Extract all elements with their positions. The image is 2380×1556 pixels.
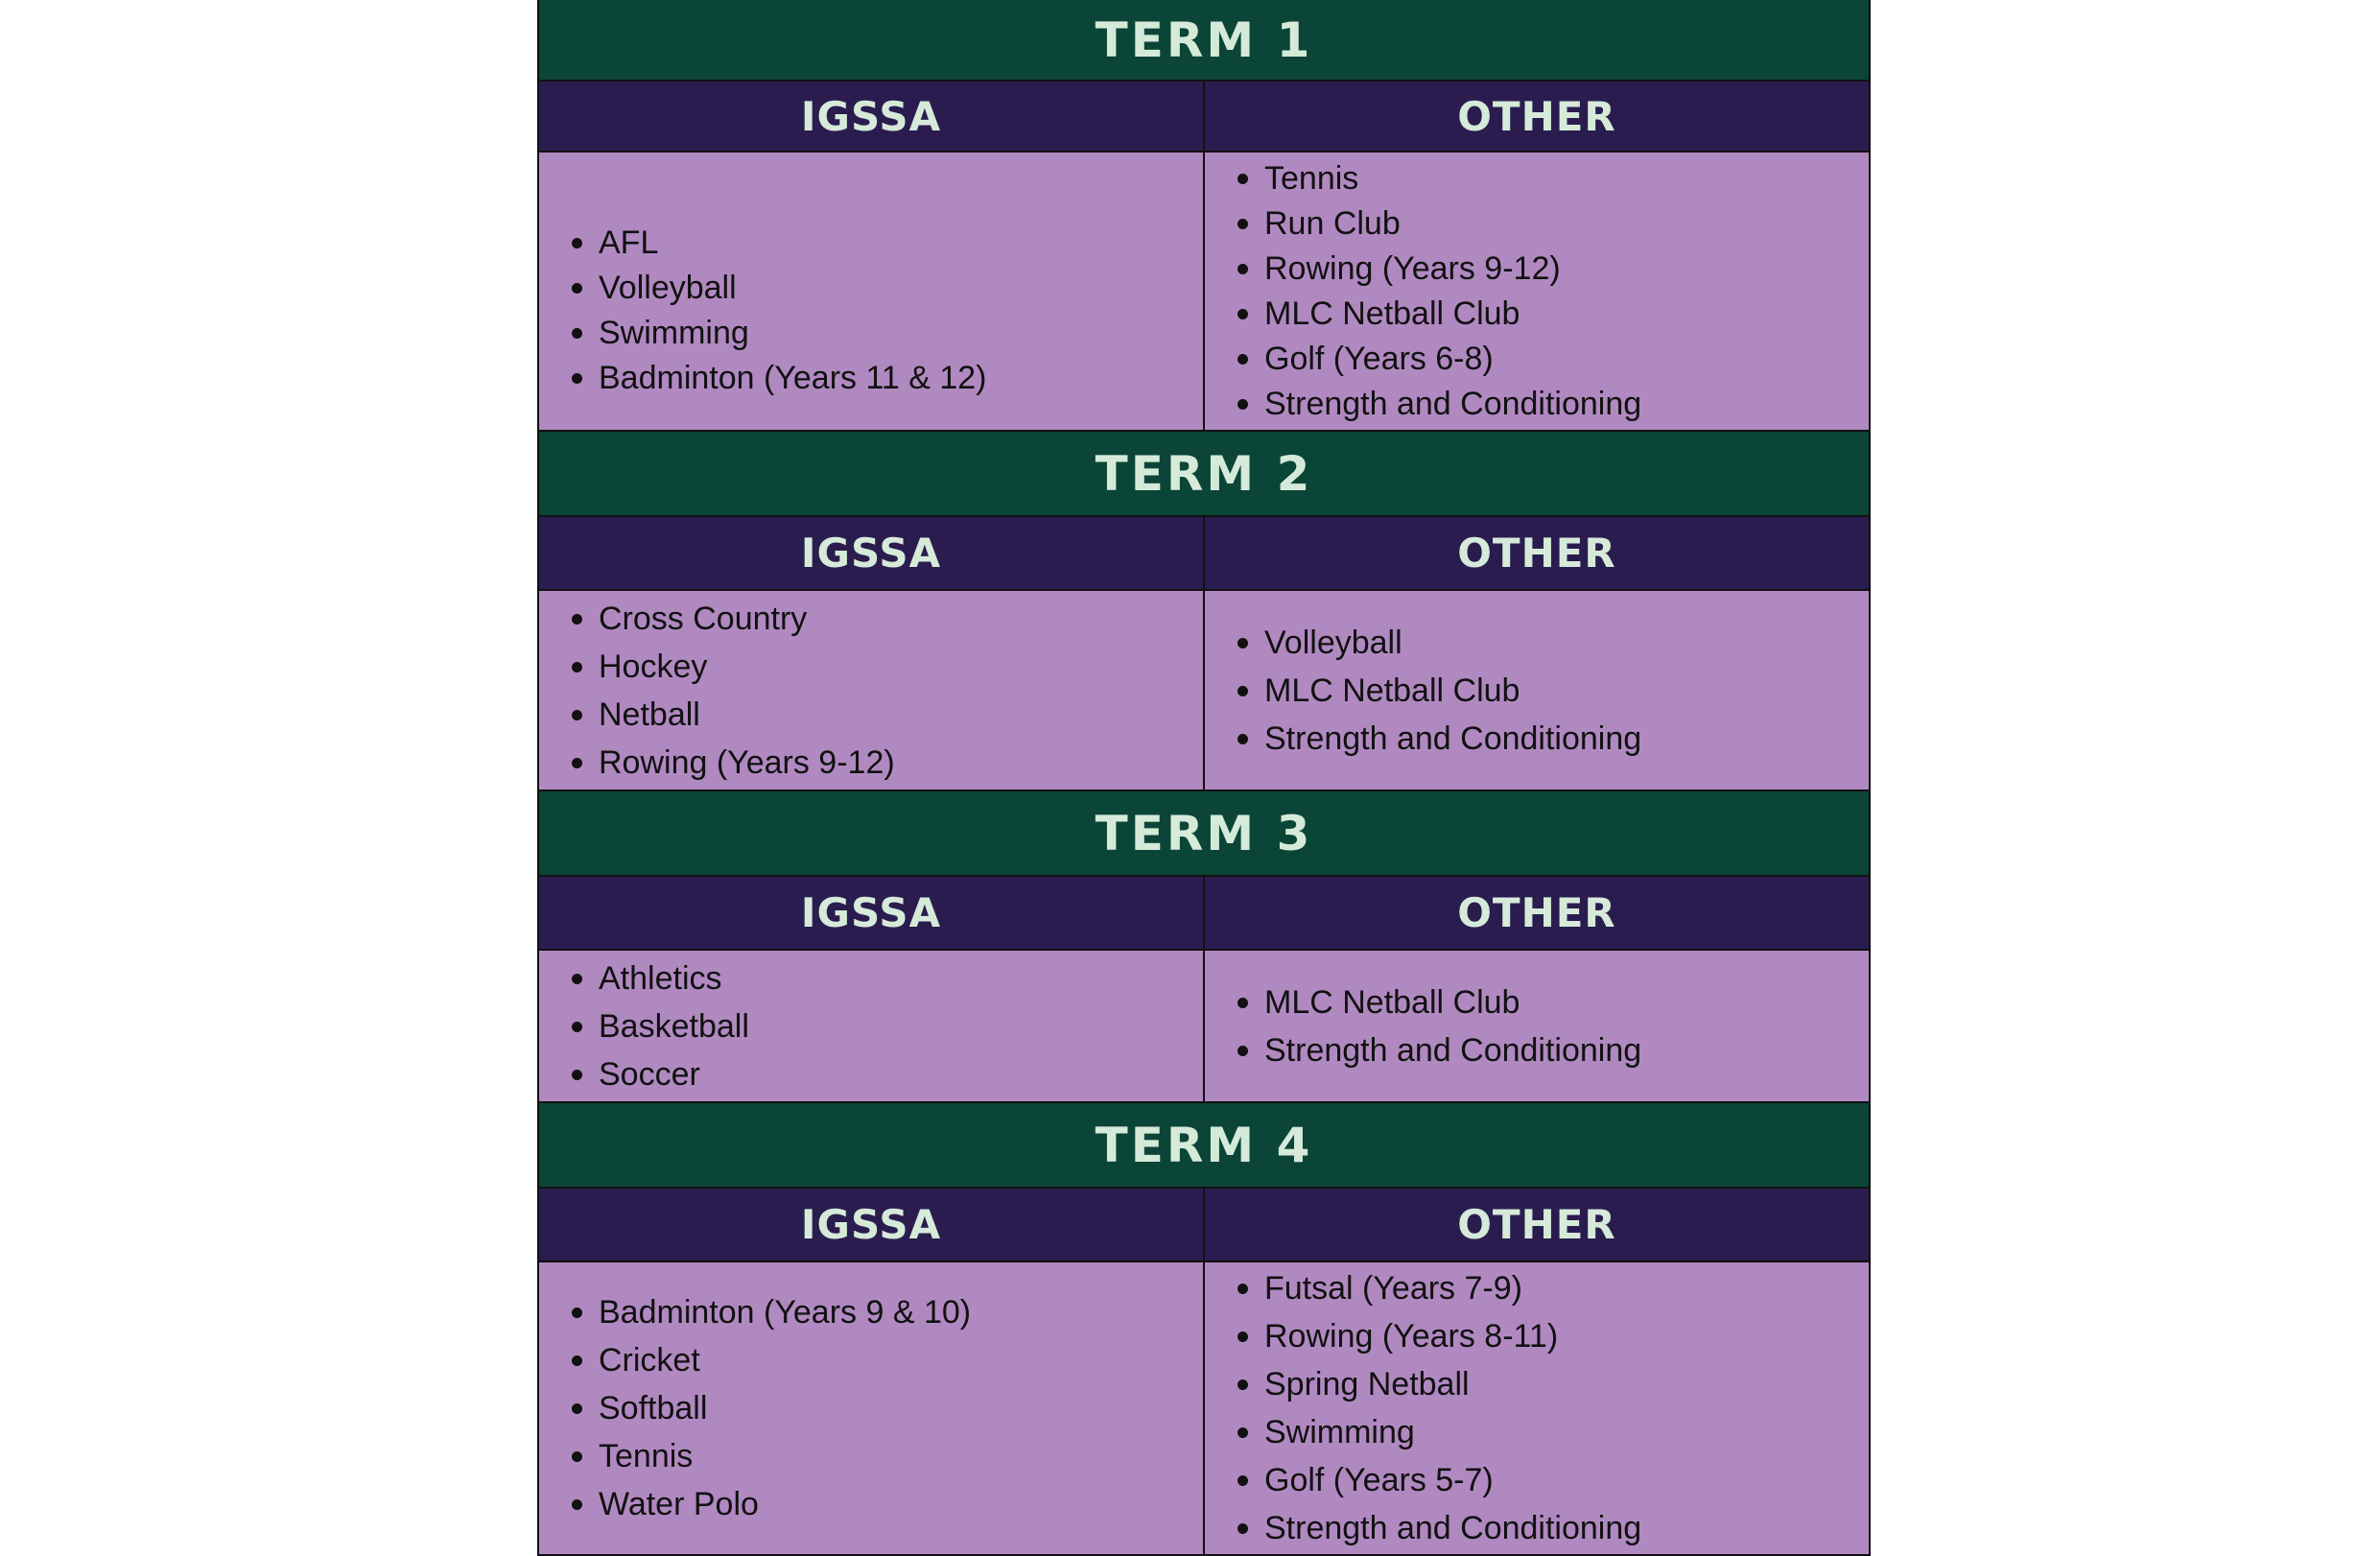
list-item: Cricket [599,1336,1203,1384]
list-item: Cross Country [599,595,1203,643]
term-4-igssa-cell [539,1262,1203,1554]
list-item: MLC Netball Club [1264,667,1869,715]
list-item: Golf (Years 5-7) [1264,1456,1869,1504]
term-2-body [539,591,1869,791]
list-item: Tennis [599,1432,1203,1480]
term-3-igssa-cell [539,951,1203,1101]
list-item: Volleyball [599,266,1203,311]
term-3-other-cell [1203,951,1869,1101]
list-item: Athletics [599,955,1203,1002]
igssa-column-header: IGSSA [539,877,1203,949]
list-item: Softball [599,1384,1203,1432]
list-item: Strength and Conditioning [1264,1504,1869,1552]
list-item: Strength and Conditioning [1264,1026,1869,1074]
term-1-body [539,153,1869,432]
list-item: Water Polo [599,1480,1203,1528]
term-3-column-headers [539,877,1869,951]
term-4-body [539,1262,1869,1554]
list-item: Futsal (Years 7-9) [1264,1264,1869,1312]
list-item: Soccer [599,1050,1203,1098]
list-item: MLC Netball Club [1264,292,1869,337]
term-4-other-list [1205,1264,1869,1552]
term-2-igssa-cell [539,591,1203,790]
term-2-header: TERM 2 [539,432,1869,517]
term-1-header: TERM 1 [539,0,1869,82]
term-2-igssa-list [539,595,1203,787]
list-item: Badminton (Years 11 & 12) [599,356,1203,401]
list-item: Rowing (Years 9-12) [1264,247,1869,292]
other-column-header: OTHER [1203,82,1869,151]
igssa-column-header: IGSSA [539,1189,1203,1261]
list-item: Hockey [599,643,1203,691]
list-item: Strength and Conditioning [1264,715,1869,763]
igssa-column-header: IGSSA [539,82,1203,151]
list-item: Golf (Years 6-8) [1264,337,1869,382]
term-1-igssa-list [539,221,1203,401]
igssa-column-header: IGSSA [539,517,1203,589]
sports-schedule-table [537,0,1871,1556]
list-item: Rowing (Years 9-12) [599,739,1203,787]
list-item: Spring Netball [1264,1360,1869,1408]
term-1-igssa-cell [539,153,1203,430]
term-2-column-headers [539,517,1869,591]
list-item: Netball [599,691,1203,739]
term-1-other-cell [1203,153,1869,430]
list-item: Badminton (Years 9 & 10) [599,1288,1203,1336]
other-column-header: OTHER [1203,517,1869,589]
other-column-header: OTHER [1203,1189,1869,1261]
term-3-other-list [1205,978,1869,1074]
term-4-igssa-list [539,1288,1203,1528]
list-item: Volleyball [1264,619,1869,667]
list-item: Tennis [1264,156,1869,201]
term-1-column-headers [539,82,1869,153]
list-item: Run Club [1264,201,1869,247]
list-item: MLC Netball Club [1264,978,1869,1026]
list-item: AFL [599,221,1203,266]
term-3-body [539,951,1869,1103]
term-1-other-list [1205,156,1869,427]
list-item: Swimming [599,311,1203,356]
term-3-header: TERM 3 [539,791,1869,877]
term-3-igssa-list [539,955,1203,1098]
list-item: Basketball [599,1002,1203,1050]
other-column-header: OTHER [1203,877,1869,949]
list-item: Swimming [1264,1408,1869,1456]
term-4-column-headers [539,1189,1869,1262]
term-2-other-list [1205,619,1869,763]
list-item: Strength and Conditioning [1264,382,1869,427]
term-4-header: TERM 4 [539,1103,1869,1189]
list-item: Rowing (Years 8-11) [1264,1312,1869,1360]
term-4-other-cell [1203,1262,1869,1554]
term-2-other-cell [1203,591,1869,790]
